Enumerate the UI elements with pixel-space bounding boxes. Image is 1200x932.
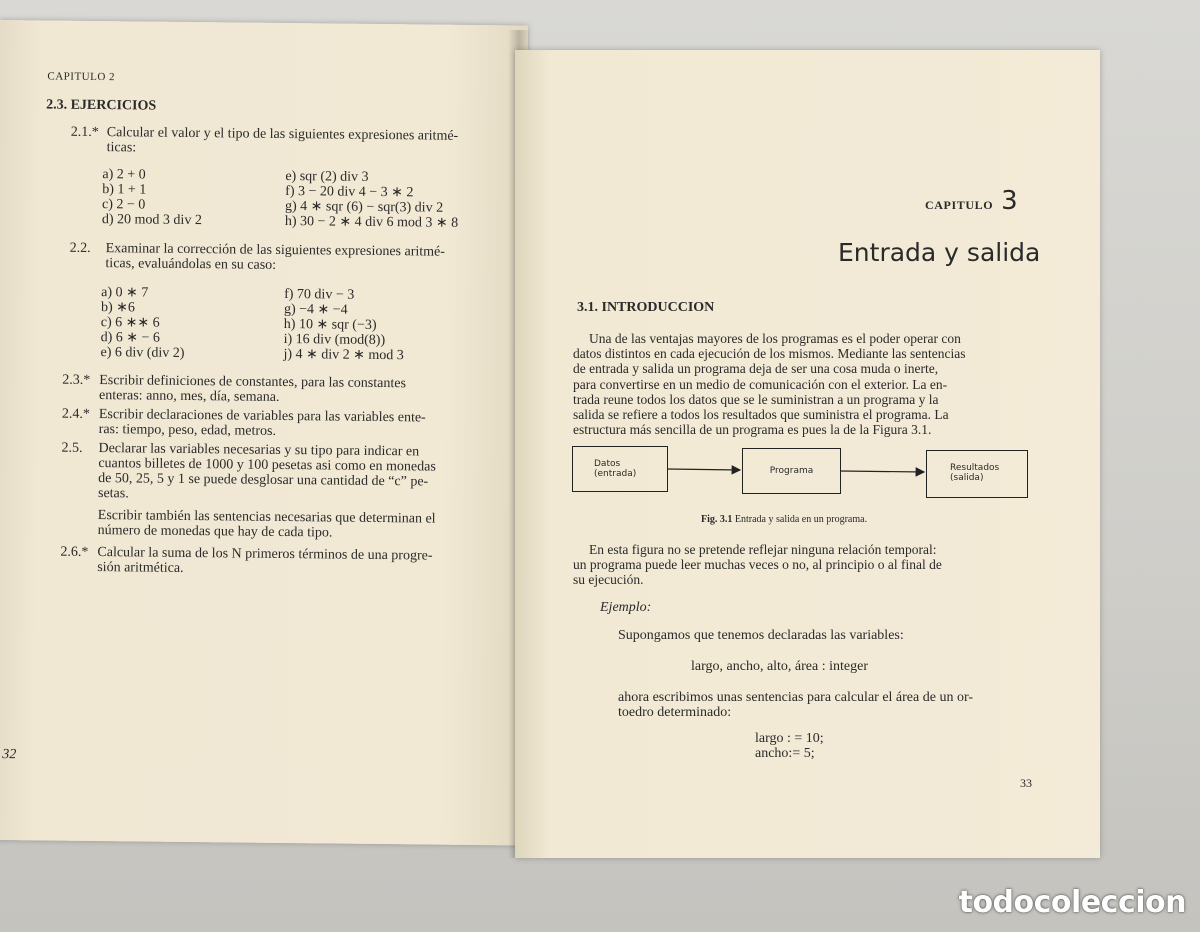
expression-item: i) 16 div (mod(8)) <box>283 331 386 349</box>
chapter-title: Entrada y salida <box>838 238 1041 267</box>
expression-item: b) ∗6 <box>100 300 135 316</box>
exercise-text: ticas: <box>106 140 137 156</box>
exercise-number: 2.2. <box>69 240 91 256</box>
example-label: Ejemplo: <box>600 600 652 615</box>
exercise-number: 2.5. <box>61 440 83 456</box>
exercise-text: ras: tiempo, peso, edad, metros. <box>98 422 277 439</box>
chapter-number: 3 <box>1001 186 1018 216</box>
chapter-label: CAPITULO <box>925 198 994 212</box>
paragraph-line: para convertirse en un medio de comunicación con el exterior. La en- <box>573 376 948 392</box>
paragraph-line: salida se refiere a todos los resultados que suministra el programa. La <box>573 407 949 423</box>
expression-list <box>100 285 185 361</box>
paragraph-line: Una de las ventajas mayores de los programas es el poder operar con <box>589 331 961 346</box>
expression-item: b) 1 + 1 <box>102 182 147 198</box>
paragraph-line: su ejecución. <box>573 572 644 588</box>
exercise-line: Declarar las variables necesarias y su tipo para indicar en <box>98 441 420 460</box>
exercise-text: Examinar la corrección de las siguientes expresiones aritmé- <box>105 241 446 260</box>
expression-item: e) sqr (2) div 3 <box>285 168 369 185</box>
paragraph-line: trada reune todos los datos que se le suministran a un programa y la <box>573 391 939 407</box>
section-title: 3.1. INTRODUCCION <box>577 300 715 315</box>
expression-item: c) 2 − 0 <box>101 197 146 213</box>
arrow-process-to-output <box>841 471 924 472</box>
expression-item: c) 6 ∗∗ 6 <box>100 315 160 331</box>
expression-item: h) 10 ∗ sqr (−3) <box>283 316 377 333</box>
output-sublabel: (salida) <box>950 473 984 483</box>
exercise-line: setas. <box>97 486 129 502</box>
exercise-number: 2.3.* <box>62 372 91 388</box>
expression-list <box>283 287 404 363</box>
paragraph-line: En esta figura no se pretende reflejar ninguna relación temporal: <box>589 542 937 557</box>
expression-item: a) 2 + 0 <box>102 167 146 183</box>
exercise-number: 2.1.* <box>70 124 99 141</box>
paragraph-line: un programa puede leer muchas veces o no, al principio o al final de <box>573 557 942 573</box>
paragraph-line: estructura más sencilla de un programa es pues la de la Figura 3.1. <box>573 422 932 438</box>
expression-item: g) −4 ∗ −4 <box>283 301 348 318</box>
expression-item: a) 0 ∗ 7 <box>101 285 149 301</box>
watermark-logo: todocoleccion <box>958 885 1186 920</box>
example-text: toedro determinado: <box>618 705 732 720</box>
exercise-line: de 50, 25, 5 y 1 se puede desglosar una cantidad de “c” pe- <box>98 471 429 490</box>
example-text: ahora escribimos unas sentencias para calcular el área de un or- <box>618 690 973 705</box>
exercise-line: cuantos billetes de 1000 y 100 pesetas asi como en monedas <box>98 456 436 475</box>
body-paragraph <box>573 542 1028 588</box>
caption-text: Entrada y salida en un programa. <box>734 514 868 525</box>
caption-label: Fig. 3.1 <box>701 514 733 525</box>
exercise-text: ticas, evaluándolas en su caso: <box>105 256 277 273</box>
exercise-text <box>98 508 436 542</box>
expression-item: f) 3 − 20 div 4 − 3 ∗ 2 <box>285 183 414 201</box>
paragraph-line: de entrada y salida un programa deja de ser una cosa muda o inerte, <box>573 361 939 377</box>
section-title: 2.3. EJERCICIOS <box>46 97 157 114</box>
paragraph-line: datos distintos en cada ejecución de los mismos. Mediante las sentencias <box>573 346 966 362</box>
exercise-text: Calcular la suma de los N primeros términos de una progre- <box>97 545 433 564</box>
expression-item: f) 70 div − 3 <box>284 286 355 303</box>
left-page <box>0 20 528 845</box>
exercise-text: sión aritmética. <box>97 560 184 576</box>
arrow-input-to-process <box>667 469 740 470</box>
input-sublabel: (entrada) <box>594 469 637 479</box>
example-declaration: largo, ancho, alto, área : integer <box>691 659 868 674</box>
expression-item: h) 30 − 2 ∗ 4 div 6 mod 3 ∗ 8 <box>284 213 459 231</box>
input-label: Datos <box>594 459 621 469</box>
exercise-text: Escribir definiciones de constantes, para las constantes <box>99 373 407 392</box>
expression-list <box>285 169 459 231</box>
code-line: largo : = 10; <box>755 731 824 746</box>
expression-item: g) 4 ∗ sqr (6) − sqr(3) div 2 <box>284 198 444 216</box>
exercise-number: 2.4.* <box>61 406 90 422</box>
exercise-line: número de monedas que hay de cada tipo. <box>97 523 333 541</box>
figure-caption <box>701 514 867 525</box>
code-line: ancho:= 5; <box>755 746 815 761</box>
exercise-text <box>98 441 436 505</box>
process-label: Programa <box>769 466 814 476</box>
expression-item: j) 4 ∗ div 2 ∗ mod 3 <box>283 346 404 364</box>
exercise-text: Escribir declaraciones de variables para las variables ente- <box>98 407 426 426</box>
exercise-text: Calcular el valor y el tipo de las siguientes expresiones aritmé- <box>106 125 459 144</box>
expression-item: d) 6 ∗ − 6 <box>100 330 161 346</box>
expression-item: d) 20 mod 3 div 2 <box>101 212 202 229</box>
right-page <box>515 50 1100 858</box>
exercise-text: enteras: anno, mes, día, semana. <box>98 388 280 405</box>
exercise-line: Escribir también las sentencias necesarias que determinan el <box>97 508 436 527</box>
running-head: CAPITULO 2 <box>47 70 116 84</box>
page-number: 33 <box>1020 776 1032 790</box>
expression-list <box>102 167 203 228</box>
page-number: 32 <box>2 747 17 763</box>
exercise-number: 2.6.* <box>60 544 89 560</box>
expression-item: e) 6 div (div 2) <box>100 345 185 361</box>
example-text: Supongamos que tenemos declaradas las variables: <box>618 628 904 643</box>
output-label: Resultados <box>950 463 1000 473</box>
